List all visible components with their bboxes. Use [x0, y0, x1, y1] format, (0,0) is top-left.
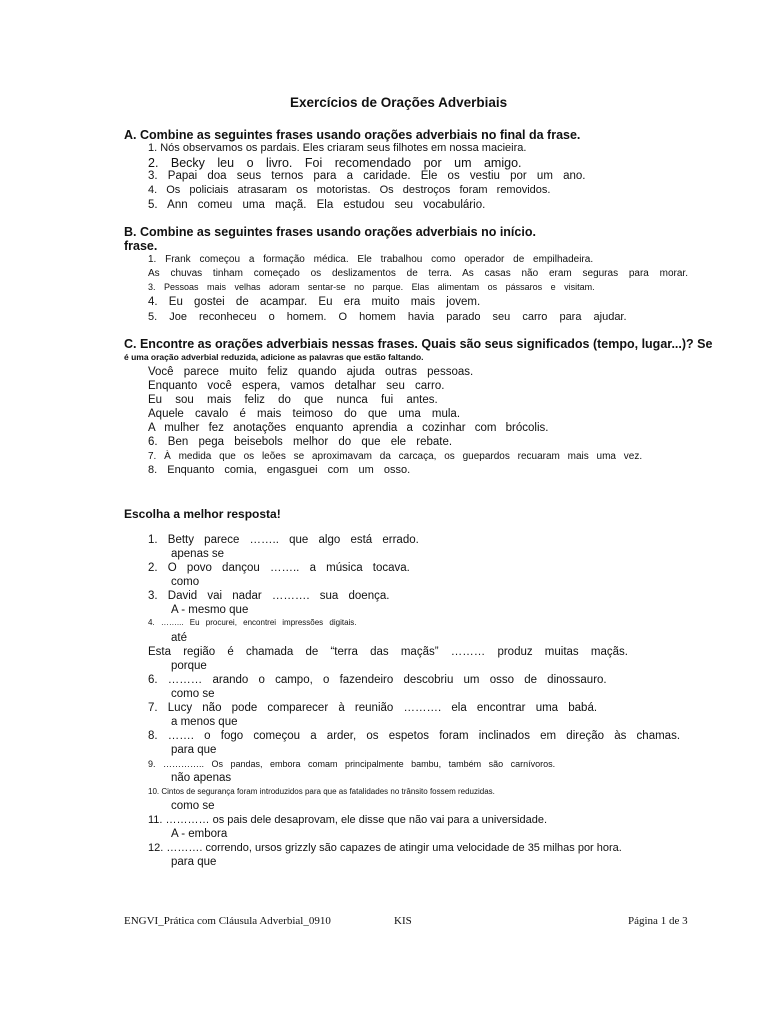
section-b-heading-cont: frase.	[124, 239, 158, 253]
section-b-item-4: 4. Eu gostei de acampar. Eu era muito mais jovem.	[148, 296, 481, 308]
answer-9: não apenas	[171, 772, 232, 784]
section-a-item-1: 1. Nós observamos os pardais. Eles criaram seus filhotes em nossa macieira.	[148, 142, 527, 154]
answer-10: como se	[171, 800, 215, 812]
section-c-subheading: é uma oração adverbial reduzida, adicione as palavras que estão faltando.	[124, 352, 424, 362]
question-1: 1. Betty parece …….. que algo está errado.	[148, 534, 419, 546]
section-c-item-8: 8. Enquanto comia, engasguei com um osso.	[148, 464, 411, 476]
question-2: 2. O povo dançou …….. a música tocava.	[148, 562, 410, 574]
answer-2: como	[171, 576, 200, 588]
question-11: 11. ………… os pais dele desaprovam, ele disse que não vai para a universidade.	[148, 814, 548, 826]
section-d-heading: Escolha a melhor resposta!	[124, 507, 281, 521]
question-4: 4. ……... Eu procurei, encontrei impressões digitais.	[148, 618, 357, 627]
section-c-item-5: A mulher fez anotações enquanto aprendia a cozinhar com brócolis.	[148, 422, 549, 434]
section-c-item-2: Enquanto você espera, vamos detalhar seu carro.	[148, 380, 445, 392]
answer-3: A - mesmo que	[171, 604, 249, 616]
question-8: 8. ……. o fogo começou a arder, os espetos foram inclinados em direção às chamas.	[148, 730, 681, 742]
section-c-item-4: Aquele cavalo é mais teimoso do que uma mula.	[148, 408, 461, 420]
question-5: Esta região é chamada de “terra das maçãs” ……… produz muitas maçãs.	[148, 646, 628, 658]
answer-1: apenas se	[171, 548, 225, 560]
question-10: 10. Cintos de segurança foram introduzidos para que as fatalidades no trânsito fossem reduzidas.	[148, 787, 495, 796]
section-c-item-6: 6. Ben pega beisebols melhor do que ele rebate.	[148, 436, 453, 448]
page-title: Exercícios de Orações Adverbiais	[290, 95, 508, 110]
answer-8: para que	[171, 744, 217, 756]
question-9: 9. ………….. Os pandas, embora comam principalmente bambu, também são carnívoros.	[148, 759, 556, 769]
section-c-item-1: Você parece muito feliz quando ajuda outras pessoas.	[148, 366, 474, 378]
question-3: 3. David vai nadar ………. sua doença.	[148, 590, 390, 602]
answer-4: até	[171, 632, 187, 644]
section-c-heading: C. Encontre as orações adverbiais nessas frases. Quais são seus significados (tempo, lugar...)? Se	[124, 337, 713, 351]
section-b-heading: B. Combine as seguintes frases usando orações adverbiais no início.	[124, 225, 536, 239]
section-c-item-7: 7. À medida que os leões se aproximavam da carcaça, os guepardos recuaram mais uma vez.	[148, 451, 643, 462]
question-12: 12. ………. correndo, ursos grizzly são capazes de atingir uma velocidade de 35 milhas por hora.	[148, 842, 622, 854]
section-a-heading: A. Combine as seguintes frases usando orações adverbiais no final da frase.	[124, 128, 581, 142]
footer-page-number: Página 1 de 3	[628, 915, 688, 927]
answer-11: A - embora	[171, 828, 228, 840]
section-b-item-1: 1. Frank começou a formação médica. Ele trabalhou como operador de empilhadeira.	[148, 254, 594, 265]
answer-7: a menos que	[171, 716, 238, 728]
answer-12: para que	[171, 856, 217, 868]
section-b-item-5: 5. Joe reconheceu o homem. O homem havia parado seu carro para ajudar.	[148, 311, 627, 323]
footer-org: KIS	[394, 915, 412, 927]
answer-6: como se	[171, 688, 215, 700]
section-b-item-3: 3. Pessoas mais velhas adoram sentar-se no parque. Elas alimentam os pássaros e visitam.	[148, 282, 595, 292]
section-a-item-3: 3. Papai doa seus ternos para a caridade. Ele os vestiu por um ano.	[148, 170, 586, 182]
question-6: 6. ……… arando o campo, o fazendeiro descobriu um osso de dinossauro.	[148, 674, 607, 686]
section-b-item-2: As chuvas tinham começado os deslizamentos de terra. As casas não eram seguras para morar.	[148, 268, 688, 279]
answer-5: porque	[171, 660, 207, 672]
question-7: 7. Lucy não pode comparecer à reunião ………. ela encontrar uma babá.	[148, 702, 598, 714]
footer-filename: ENGVI_Prática com Cláusula Adverbial_0910	[124, 915, 331, 927]
section-a-item-5: 5. Ann comeu uma maçã. Ela estudou seu vocabulário.	[148, 199, 486, 211]
section-a-item-4: 4. Os policiais atrasaram os motoristas. Os destroços foram removidos.	[148, 184, 551, 196]
section-a-item-2: 2. Becky leu o livro. Foi recomendado por um amigo.	[148, 156, 522, 170]
section-c-item-3: Eu sou mais feliz do que nunca fui antes.	[148, 394, 438, 406]
